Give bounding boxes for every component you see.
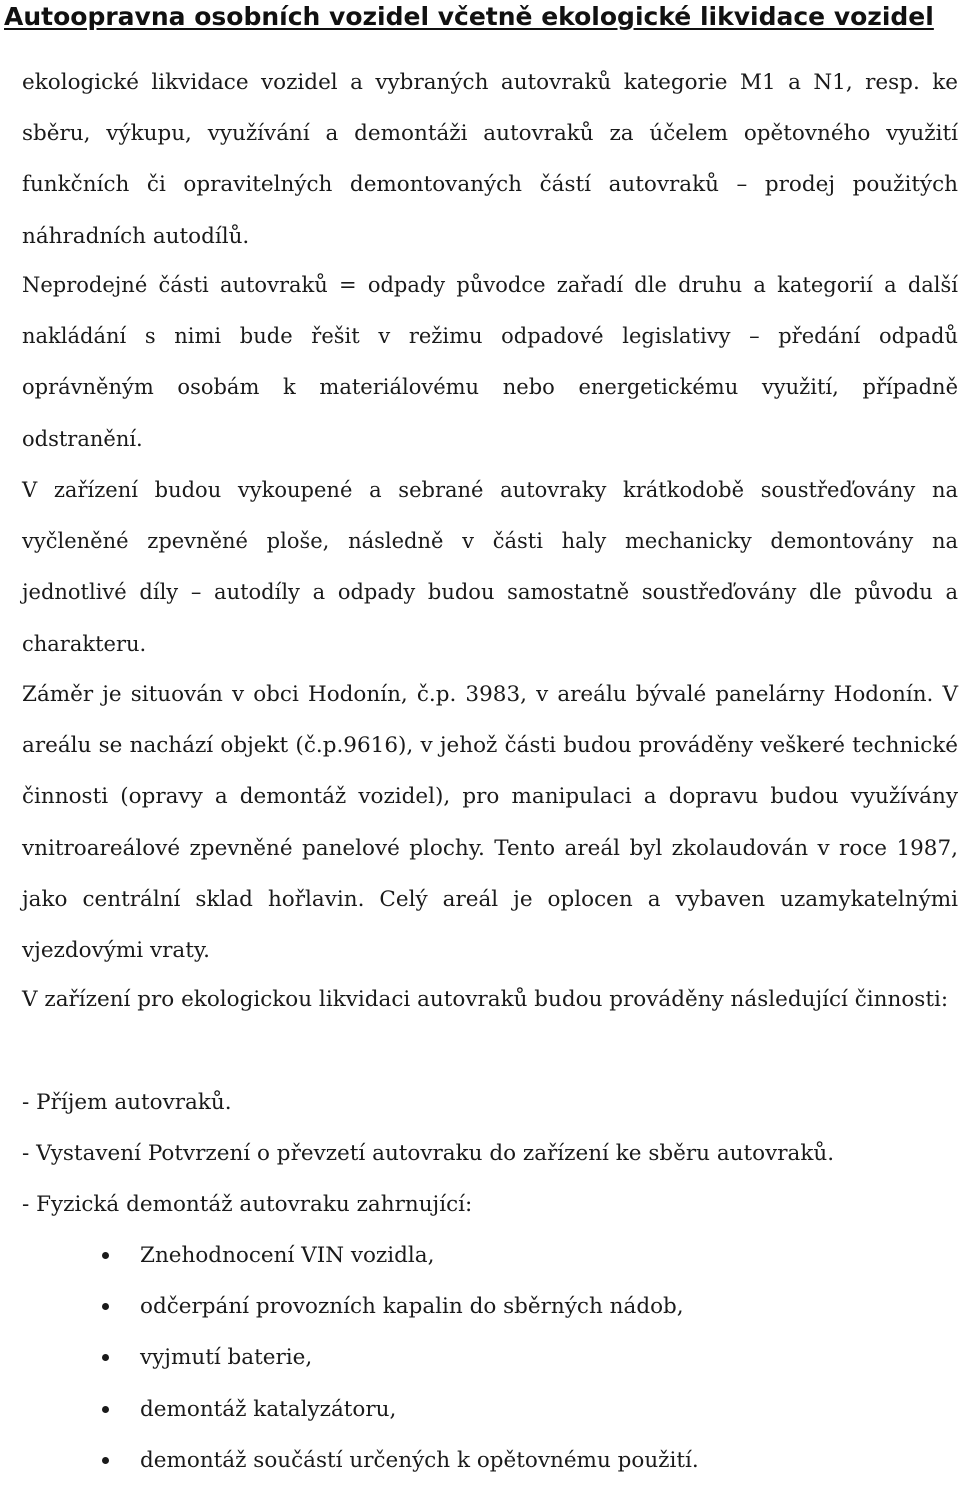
bullet-list — [22, 1230, 699, 1486]
dash-item-dismantling: - Fyzická demontáž autovraku zahrnující: — [22, 1192, 473, 1217]
list-item — [22, 1281, 699, 1332]
paragraph-location: Záměr je situován v obci Hodonín, č.p. 3983, v areálu bývalé panelárny Hodonín. V areálu se nachází objekt (č.p.9616), v jehož části budou prováděny veškeré technické činnosti (opravy a demontáž vozidel), pro manipulaci a dopravu budou využívány vnitroareálové zpevněné panelové plochy. Tento areál byl zkolaudován v roce 1987, jako centrální sklad hořlavin. Celý areál je oplocen a vybaven uzamykatelnými vjezdovými vraty. — [22, 682, 958, 964]
bullet-icon — [102, 1252, 109, 1259]
document-title: Autoopravna osobních vozidel včetně ekologické likvidace vozidel — [4, 2, 934, 31]
list-item — [22, 1332, 699, 1383]
list-item-text: demontáž součástí určených k opětovnému použití. — [140, 1447, 699, 1473]
paragraph-intro: ekologické likvidace vozidel a vybraných autovraků kategorie M1 a N1, resp. ke sběru, výkupu, využívání a demontáži autovraků za účelem opětovného využití funkčních či opravitelných demontovaných částí autovraků – prodej použitých náhradních autodílů. — [22, 70, 958, 249]
list-item-text: demontáž katalyzátoru, — [140, 1396, 397, 1422]
bullet-icon — [102, 1406, 109, 1413]
bullet-icon — [102, 1457, 109, 1464]
list-item — [22, 1230, 699, 1281]
dash-item-certificate: - Vystavení Potvrzení o převzetí autovraku do zařízení ke sběru autovraků. — [22, 1141, 835, 1166]
paragraph-facility: V zařízení budou vykoupené a sebrané autovraky krátkodobě soustřeďovány na vyčleněné zpevněné ploše, následně v části haly mechanicky demontovány na jednotlivé díly – autodíly a odpady budou samostatně soustřeďovány dle původu a charakteru. — [22, 478, 958, 656]
paragraph-unsold-parts: Neprodejné části autovraků = odpady původce zařadí dle druhu a kategorií a další nakládání s nimi bude řešit v režimu odpadové legislativy – předání odpadů oprávněným osobám k materiálovému nebo energetickému využití, případně odstranění. — [22, 273, 958, 451]
paragraph-activities: V zařízení pro ekologickou likvidaci autovraků budou prováděny následující činnosti: — [22, 987, 949, 1012]
bullet-icon — [102, 1303, 109, 1310]
list-item-text: odčerpání provozních kapalin do sběrných nádob, — [140, 1294, 684, 1320]
dash-item-intake: - Příjem autovraků. — [22, 1090, 232, 1115]
list-item — [22, 1435, 699, 1486]
list-item — [22, 1384, 699, 1435]
list-item-text: Znehodnocení VIN vozidla, — [140, 1243, 435, 1268]
bullet-icon — [102, 1354, 109, 1361]
list-item-text: vyjmutí baterie, — [140, 1345, 313, 1371]
